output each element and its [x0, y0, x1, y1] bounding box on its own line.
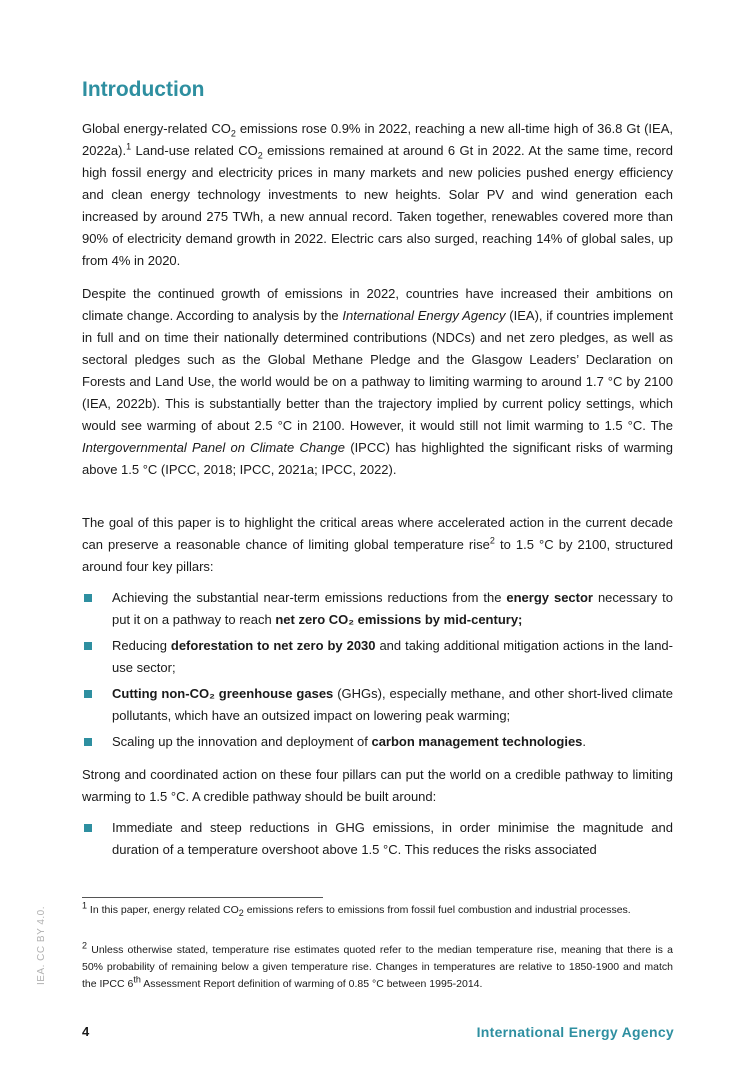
- text-run: and taking additional mitigation actions in the land-use sector;: [112, 638, 673, 675]
- bullet-square-icon: [84, 642, 92, 650]
- bold-text: energy sector: [506, 590, 593, 605]
- pillars-list: [82, 587, 673, 757]
- text-run: Land-use related CO: [131, 143, 258, 158]
- intro-paragraph-4: Strong and coordinated action on these four pillars can put the world on a credible pathway to limiting warming to 1.5 °C. A credible pathway should be built around:: [82, 767, 673, 804]
- text-run: Global energy-related CO: [82, 121, 231, 136]
- text-run: Unless otherwise stated, temperature rise estimates quoted refer to the median temperature rise, meaning that there is a 50% probability of remaining below a given temperature rise. Changes in temperatures are relative to 1850-1900 and match the IPCC 6: [82, 944, 673, 990]
- footnote-1: [82, 902, 673, 919]
- intro-paragraph-3: [82, 512, 673, 578]
- bullet-square-icon: [84, 824, 92, 832]
- bold-text: net zero CO₂ emissions by mid-century;: [275, 612, 523, 627]
- footnote-2: [82, 942, 673, 993]
- italic-text: International Energy Agency: [342, 308, 506, 323]
- bold-text: carbon management technologies: [371, 734, 583, 749]
- text-run: (IEA), if countries implement in full and on time their nationally determined contributions (NDCs) and net zero pledges, as well as sectoral pledges such as the Global Methane Pledge and the Glasgow Leaders’ Declaration on Forests and Land Use, the world would be on a pathway to limiting warming to around 1.7 °C by 2100 (IEA, 2022b). This is substantially better than the trajectory implied by current policy settings, which would see warming of about 2.5 °C in 2100. However, it would still not limit warming to 1.5 °C. The: [82, 308, 673, 433]
- text-run: The goal of this paper is to highlight the critical areas where accelerated action in the current decade can preserve a reasonable chance of limiting global temperature rise: [82, 515, 673, 552]
- list-item: [82, 587, 673, 631]
- bold-text: Cutting non-CO₂ greenhouse gases: [112, 686, 334, 701]
- text-run: Immediate and steep reductions in GHG emissions, in order minimise the magnitude and duration of a temperature overshoot above 1.5 °C. This reduces the risks associated: [112, 820, 673, 857]
- text-run: necessary to put it on a pathway to reach: [112, 590, 673, 627]
- section-heading: Introduction: [82, 78, 205, 101]
- subscript: 2: [238, 908, 244, 919]
- footnote-ref-2[interactable]: 2: [489, 535, 495, 546]
- footnote-number: 1: [82, 900, 88, 911]
- footnote-number: 2: [82, 940, 88, 951]
- footnote-ref-1[interactable]: 1: [126, 141, 132, 152]
- text-run: Assessment Report definition of warming of 0.85 °C between 1995-2014.: [140, 978, 483, 990]
- text-run: Achieving the substantial near-term emissions reductions from the: [112, 590, 507, 605]
- license-label: IEA. CC BY 4.0.: [36, 905, 47, 985]
- footnote-divider: [82, 897, 323, 898]
- subscript: 2: [230, 128, 236, 139]
- text-run: .: [582, 734, 587, 749]
- intro-paragraph-1: [82, 118, 673, 272]
- bold-text: deforestation to net zero by 2030: [170, 638, 376, 653]
- agency-footer: International Energy Agency: [476, 1024, 674, 1040]
- page-number: 4: [82, 1024, 90, 1039]
- text-run: emissions remained at around 6 Gt in 2022. At the same time, record high fossil energy and electricity prices in many markets and new policies pushed energy efficiency and clean energy technology investments to new heights. Solar PV and wind generation each increased by around 275 TWh, a new annual record. Taken together, renewables covered more than 90% of electricity demand growth in 2022. Electric cars also surged, reaching 14% of global sales, up from 4% in 2020.: [82, 143, 673, 268]
- text-run: (GHGs), especially methane, and other short-lived climate pollutants, which have an outsized impact on lowering peak warming;: [112, 686, 673, 723]
- text-run: Reducing: [112, 638, 171, 653]
- bullet-square-icon: [84, 594, 92, 602]
- italic-text: Intergovernmental Panel on Climate Change: [82, 440, 346, 455]
- list-item: [82, 635, 673, 679]
- text-run: emissions rose 0.9% in 2022, reaching a new all-time high of 36.8 Gt (IEA, 2022a).: [82, 121, 673, 158]
- text-run: Scaling up the innovation and deployment of: [112, 734, 372, 749]
- list-item: [82, 731, 673, 753]
- bullet-square-icon: [84, 690, 92, 698]
- text-run: (IPCC) has highlighted the significant risks of warming above 1.5 °C (IPCC, 2018; IPCC, 2021a; IPCC, 2022).: [82, 440, 673, 477]
- pathway-list: [82, 817, 673, 865]
- intro-paragraph-2: [82, 283, 673, 481]
- bullet-square-icon: [84, 738, 92, 746]
- text-run: In this paper, energy related CO: [87, 904, 239, 916]
- superscript: th: [133, 974, 141, 985]
- subscript: 2: [257, 150, 263, 161]
- text-run: Despite the continued growth of emissions in 2022, countries have increased their ambitions on climate change. According to analysis by the: [82, 286, 673, 323]
- list-item: [82, 817, 673, 861]
- text-run: emissions refers to emissions from fossil fuel combustion and industrial processes.: [243, 904, 631, 916]
- list-item: [82, 683, 673, 727]
- text-run: to 1.5 °C by 2100, structured around four key pillars:: [82, 537, 673, 574]
